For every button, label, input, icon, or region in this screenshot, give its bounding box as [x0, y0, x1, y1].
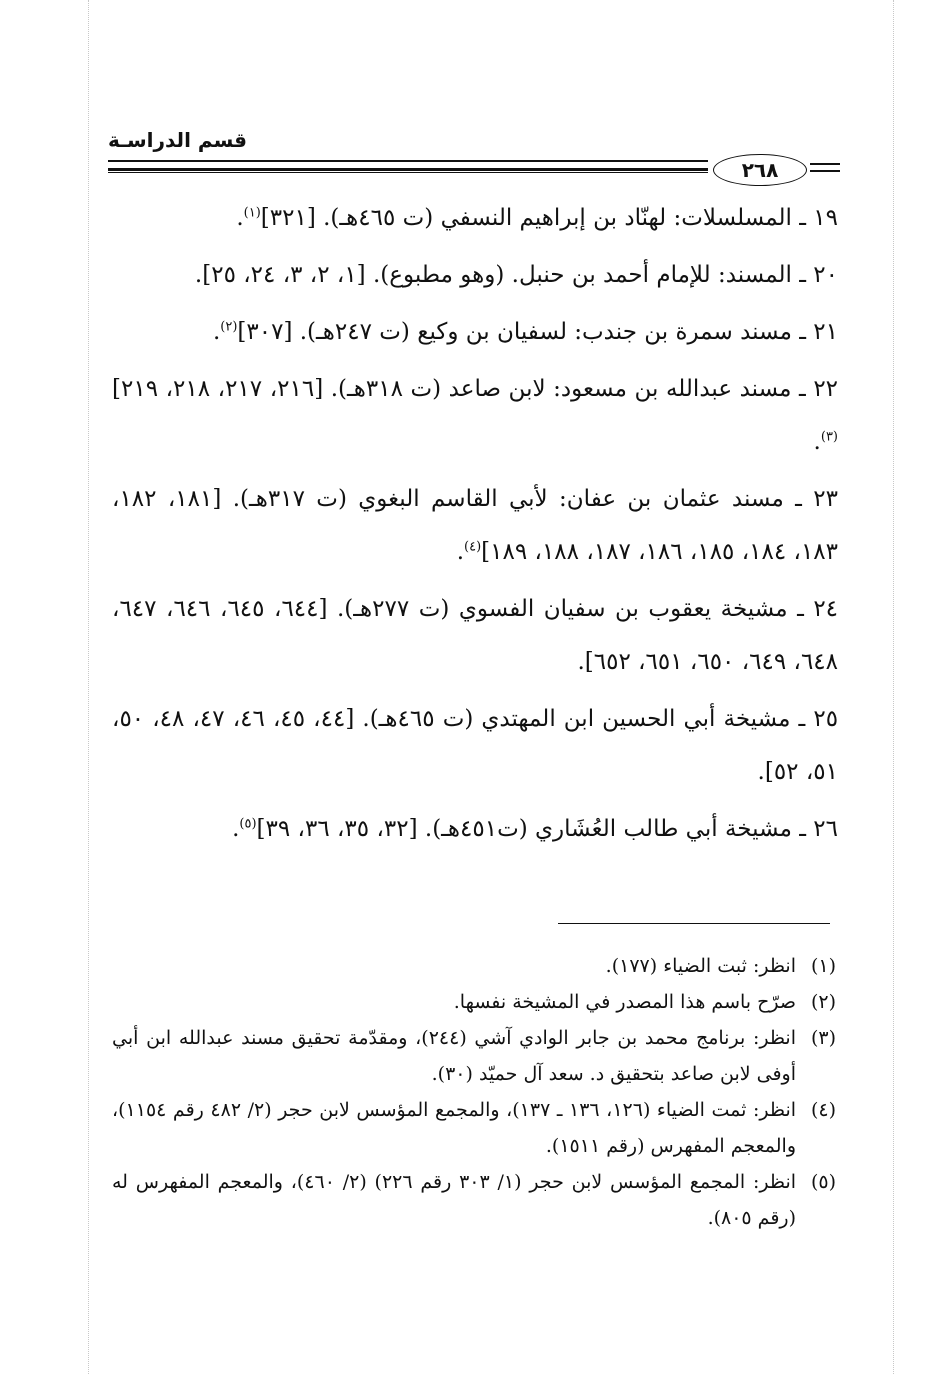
footnote-2	[112, 984, 836, 1020]
entry-tail: .	[232, 816, 240, 842]
entry-text: ٢٤ ـ مشيخة يعقوب بن سفيان الفسوي (ت ٢٧٧هـ). [٦٤٤، ٦٤٥، ٦٤٦، ٦٤٧، ٦٤٨، ٦٤٩، ٦٥٠، ٦٥١، ٦٥٢].	[112, 596, 839, 675]
footnote-ref: (١)	[243, 205, 261, 221]
footnote-4	[112, 1092, 836, 1164]
footnote-5	[112, 1164, 836, 1236]
footnote-text: انظر: برنامج محمد بن جابر الوادي آشي (٢٤٤)، ومقدّمة تحقيق مسند عبدالله ابن أبي أوفى لابن صاعد بتحقيق د. سعد آل حميّد (٣٠).	[112, 1027, 796, 1085]
footnote-separator	[558, 923, 830, 924]
footnote-ref: (٢)	[220, 319, 238, 335]
header-rule-thin	[108, 172, 708, 173]
footnote-text: صرّح باسم هذا المصدر في المشيخة نفسها.	[453, 991, 796, 1013]
entry-text: ٢١ ـ مسند سمرة بن جندب: لسفيان بن وكيع (ت ٢٤٧هـ). [٣٠٧]	[237, 319, 838, 345]
entry-24	[112, 583, 838, 689]
footnote-ref: (٣)	[820, 429, 838, 445]
footnote-number: (٣)	[810, 1027, 836, 1049]
entry-25	[112, 693, 838, 799]
entry-text: ٢٠ ـ المسند: للإمام أحمد بن حنبل. (وهو مطبوع). [١، ٢، ٣، ٢٤، ٢٥].	[194, 262, 838, 288]
footnote-ref: (٤)	[464, 539, 482, 555]
entry-tail: .	[456, 539, 465, 565]
footnote-number: (٤)	[810, 1099, 836, 1121]
footnotes-list	[112, 948, 836, 1236]
scan-guide-right	[893, 0, 894, 1374]
footnote-number: (٥)	[810, 1171, 836, 1193]
entry-text: ٢٣ ـ مسند عثمان بن عفان: لأبي القاسم البغوي (ت ٣١٧هـ). [١٨١، ١٨٢، ١٨٣، ١٨٤، ١٨٥، ١٨٦، ١٨٧، ١٨٨، ١٨٩]	[112, 486, 838, 565]
entry-tail: .	[212, 319, 221, 345]
footnote-1	[112, 948, 836, 984]
footnote-text: انظر: المجمع المؤسس لابن حجر (١/ ٣٠٣ رقم ٢٢٦) (٢/ ٤٦٠)، والمعجم المفهرس له (رقم ٨٠٥).	[112, 1171, 797, 1229]
header-rule-right	[810, 163, 840, 172]
header-rule-thick	[108, 160, 708, 171]
entry-23	[112, 473, 838, 579]
entry-22	[112, 363, 838, 469]
section-title: قسم الدراسـة	[108, 128, 248, 152]
entry-text: ٢٥ ـ مشيخة أبي الحسين ابن المهتدي (ت ٤٦٥هـ). [٤٤، ٤٥، ٤٦، ٤٧، ٤٨، ٥٠، ٥١، ٥٢].	[112, 706, 839, 785]
footnote-number: (١)	[810, 955, 836, 977]
scan-guide-left	[88, 0, 89, 1374]
entry-21	[112, 306, 838, 359]
entry-tail: .	[813, 429, 821, 455]
footnote-text: انظر: ثمت الضياء (١٢٦، ١٣٦ ـ ١٣٧)، والمجمع المؤسس لابن حجر (٢/ ٤٨٢ رقم ١١٥٤)، والمعجم المفهرس (رقم ١٥١١).	[112, 1099, 797, 1157]
entry-text: ١٩ ـ المسلسلات: لهنّاد بن إبراهيم النسفي (ت ٤٦٥هـ). [٣٢١]	[260, 205, 838, 231]
footnote-text: انظر: ثبت الضياء (١٧٧).	[605, 955, 796, 977]
footnote-ref: (٥)	[239, 816, 257, 832]
footnote-3	[112, 1020, 836, 1092]
entries-list	[112, 192, 838, 860]
entry-26	[112, 803, 838, 856]
page-header	[108, 120, 840, 190]
entry-text: ٢٦ ـ مشيخة أبي طالب العُشَاري (ت٤٥١هـ). [٣٢، ٣٥، ٣٦، ٣٩]	[256, 816, 838, 842]
page-number: ٢٦٨	[713, 154, 807, 186]
entry-20	[112, 249, 838, 302]
footnote-number: (٢)	[810, 991, 836, 1013]
entry-19	[112, 192, 838, 245]
entry-text: ٢٢ ـ مسند عبدالله بن مسعود: لابن صاعد (ت ٣١٨هـ). [٢١٦، ٢١٧، ٢١٨، ٢١٩]	[112, 376, 839, 402]
entry-tail: .	[236, 205, 244, 231]
